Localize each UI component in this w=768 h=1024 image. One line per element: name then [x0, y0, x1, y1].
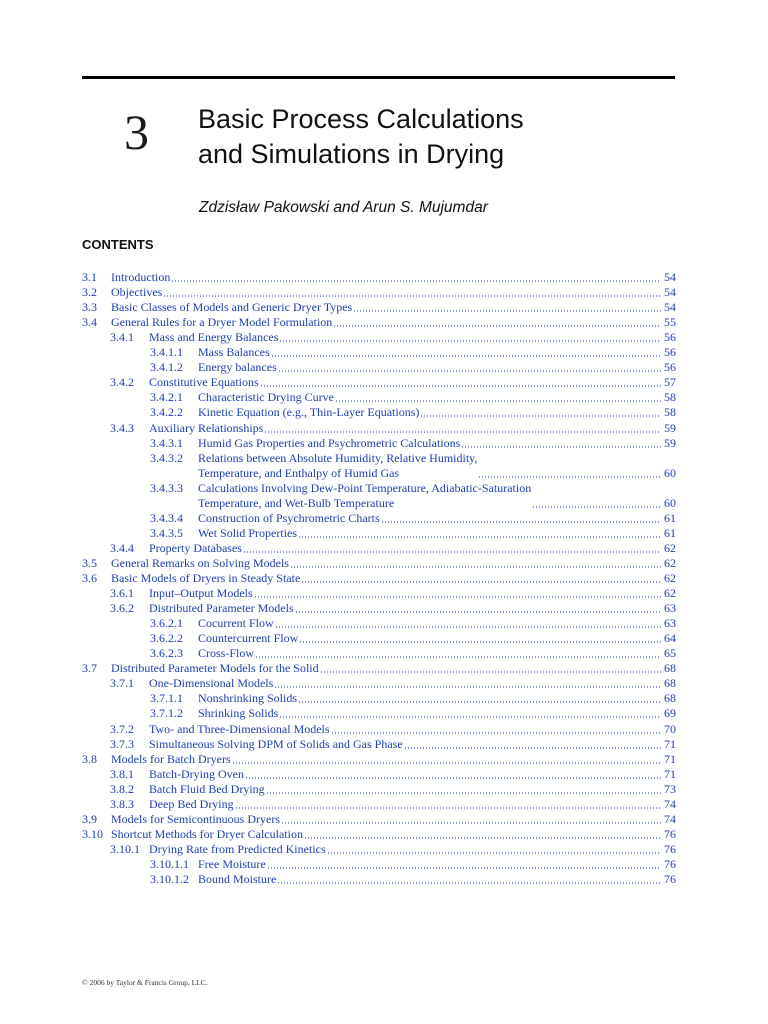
toc-entry-number: 3.4.1.1	[150, 345, 183, 360]
toc-dot-leader	[333, 325, 661, 327]
toc-entry-number: 3.7.3	[110, 736, 134, 751]
toc-entry-title	[149, 541, 242, 556]
toc-entry-number: 3.8.3	[110, 796, 134, 811]
toc-entry[interactable]	[82, 330, 676, 345]
toc-entry[interactable]	[82, 706, 676, 721]
toc-entry-page: 69	[664, 706, 676, 721]
toc-entry-title	[198, 526, 297, 541]
toc-entry-title-line: Temperature, and Wet-Bulb Temperature	[198, 495, 395, 510]
toc-entry-number: 3.4.3.3	[150, 480, 183, 495]
toc-entry-title	[149, 676, 273, 691]
toc-entry-number: 3.6.2.1	[150, 616, 183, 631]
toc-entry-number: 3.7	[82, 661, 97, 676]
toc-entry-title-line: Wet Solid Properties	[198, 525, 298, 540]
toc-entry[interactable]	[82, 782, 676, 797]
toc-entry[interactable]	[82, 752, 676, 767]
toc-entry-number: 3.4.2	[110, 375, 134, 390]
toc-dot-leader	[260, 385, 661, 387]
toc-entry-page: 64	[664, 631, 676, 646]
toc-entry[interactable]	[82, 842, 676, 857]
toc-entry-title	[198, 451, 477, 481]
toc-entry[interactable]	[82, 857, 676, 872]
toc-entry-page: 57	[664, 375, 676, 390]
toc-entry-number: 3.1	[82, 270, 97, 284]
toc-dot-leader	[266, 792, 661, 794]
toc-entry-title-line: Constitutive Equations	[149, 375, 259, 390]
toc-entry-page: 56	[664, 360, 676, 375]
toc-entry-number: 3.10.1.2	[150, 872, 189, 886]
toc-dot-leader	[275, 626, 661, 628]
toc-entry-title	[149, 330, 278, 345]
toc-dot-leader	[279, 716, 661, 718]
toc-entry[interactable]	[82, 511, 676, 526]
toc-dot-leader	[331, 732, 661, 734]
toc-dot-leader	[264, 431, 661, 433]
toc-entry-title	[111, 556, 289, 571]
toc-entry-page: 62	[664, 540, 676, 555]
toc-entry[interactable]	[82, 345, 676, 360]
toc-entry-title-line: Deep Bed Drying	[149, 796, 234, 811]
toc-entry-number: 3.6.2	[110, 601, 134, 616]
toc-entry-title	[149, 842, 326, 857]
toc-entry[interactable]	[82, 285, 676, 300]
toc-entry-number: 3.6.2.2	[150, 631, 183, 646]
toc-entry-title-line: Models for Semicontinuous Dryers	[111, 811, 280, 826]
toc-entry-title-line: Basic Models of Dryers in Steady State	[111, 571, 301, 585]
toc-entry[interactable]	[82, 421, 676, 436]
toc-entry-page: 71	[664, 736, 676, 751]
toc-dot-leader	[404, 747, 661, 749]
toc-entry-title-line: Input–Output Models	[149, 586, 253, 601]
toc-entry-title	[198, 857, 266, 872]
toc-entry-title	[198, 511, 380, 526]
chapter-title-line-2: and Simulations in Drying	[198, 139, 505, 169]
toc-entry[interactable]	[82, 827, 676, 842]
toc-entry[interactable]	[82, 872, 676, 887]
toc-entry[interactable]	[82, 571, 676, 586]
toc-entry[interactable]	[82, 661, 676, 676]
toc-entry-title	[111, 661, 319, 676]
toc-entry-title-line: Two- and Three-Dimensional Models	[149, 721, 330, 736]
toc-entry-page: 58	[664, 405, 676, 420]
toc-entry-title-line: One-Dimensional Models	[149, 676, 274, 691]
toc-dot-leader	[301, 581, 661, 583]
toc-entry-title-line: Kinetic Equation (e.g., Thin-Layer Equations)	[198, 405, 420, 420]
toc-entry[interactable]	[82, 601, 676, 616]
toc-dot-leader	[381, 521, 661, 523]
toc-entry[interactable]	[82, 767, 676, 782]
toc-entry-page: 62	[664, 555, 676, 570]
toc-dot-leader	[298, 701, 661, 703]
toc-entry-title-line: Introduction	[111, 270, 171, 284]
contents-heading: CONTENTS	[82, 237, 154, 252]
toc-entry-title-line: Mass Balances	[198, 345, 270, 360]
toc-entry-number: 3.5	[82, 555, 97, 570]
toc-entry-title-line: General Remarks on Solving Models	[111, 555, 289, 570]
toc-entry-number: 3.6.1	[110, 586, 134, 601]
toc-entry-title-line: Nonshrinking Solids	[198, 691, 298, 706]
toc-entry[interactable]	[82, 616, 676, 631]
toc-entry-title-line: Mass and Energy Balances	[149, 330, 279, 345]
toc-entry-number: 3.4	[82, 315, 97, 330]
toc-entry-number: 3.4.4	[110, 540, 134, 555]
toc-entry-title-line: Countercurrent Flow	[198, 631, 299, 646]
toc-entry-title-line: Free Moisture	[198, 856, 266, 871]
toc-dot-leader	[232, 762, 661, 764]
toc-entry[interactable]	[82, 541, 676, 556]
toc-entry-number: 3.2	[82, 285, 97, 300]
toc-entry-number: 3.3	[82, 300, 97, 315]
toc-entry-page: 54	[664, 300, 676, 315]
toc-entry[interactable]	[82, 631, 676, 646]
toc-entry-title-line: Drying Rate from Predicted Kinetics	[149, 841, 326, 856]
toc-entry[interactable]	[82, 481, 676, 511]
toc-entry-number: 3.4.2.1	[150, 390, 183, 405]
toc-entry-title	[111, 752, 231, 767]
toc-entry[interactable]	[82, 360, 676, 375]
toc-entry-page: 70	[664, 721, 676, 736]
toc-entry-number: 3.8.2	[110, 781, 134, 796]
toc-entry-page: 60	[664, 495, 676, 510]
toc-entry[interactable]	[82, 451, 676, 481]
toc-entry-title	[111, 571, 300, 586]
toc-entry-page: 59	[664, 435, 676, 450]
toc-entry-number: 3.7.2	[110, 721, 134, 736]
toc-entry-number: 3.10.1.1	[150, 856, 189, 871]
toc-entry-page: 71	[664, 751, 676, 766]
toc-dot-leader	[304, 837, 661, 839]
toc-entry-page: 55	[664, 315, 676, 330]
toc-entry-title	[149, 722, 330, 737]
toc-entry-title-line: Basic Classes of Models and Generic Dryer Types	[111, 300, 353, 315]
toc-entry-number: 3.7.1	[110, 676, 134, 691]
toc-entry-title	[149, 737, 403, 752]
toc-entry-title-line: Calculations Involving Dew-Point Temperature, Adiabatic-Saturation	[198, 480, 532, 495]
toc-entry-title	[149, 601, 294, 616]
toc-dot-leader	[254, 596, 661, 598]
toc-entry-number: 3.7.1.2	[150, 706, 183, 721]
toc-entry-title-line: Distributed Parameter Models for the Solid	[111, 661, 319, 676]
toc-entry-title	[111, 285, 162, 300]
toc-entry-title-line: Shrinking Solids	[198, 706, 279, 721]
toc-entry-page: 59	[664, 420, 676, 435]
toc-entry-title	[149, 375, 259, 390]
toc-entry-page: 54	[664, 270, 676, 284]
toc-entry-number: 3.4.1.2	[150, 360, 183, 375]
toc-entry-title	[198, 646, 254, 661]
toc-dot-leader	[279, 340, 661, 342]
toc-entry-title-line: Relations between Absolute Humidity, Relative Humidity,	[198, 450, 478, 465]
toc-entry-title	[149, 797, 234, 812]
toc-entry-title-line: Bound Moisture	[198, 872, 277, 886]
toc-dot-leader	[163, 295, 661, 297]
toc-entry-page: 76	[664, 856, 676, 871]
toc-dot-leader	[243, 551, 661, 553]
toc-entry-page: 58	[664, 390, 676, 405]
toc-entry-number: 3.4.3.5	[150, 525, 183, 540]
toc-entry-title	[111, 827, 303, 842]
toc-entry-title	[198, 481, 531, 511]
toc-entry-title	[198, 706, 278, 721]
toc-entry[interactable]	[82, 405, 676, 420]
toc-entry-number: 3.4.2.2	[150, 405, 183, 420]
toc-entry-title	[149, 421, 263, 436]
toc-entry-page: 76	[664, 841, 676, 856]
toc-entry-number: 3.7.1.1	[150, 691, 183, 706]
toc-entry-title-line: Shortcut Methods for Dryer Calculation	[111, 826, 303, 841]
toc-entry-number: 3.4.3.1	[150, 435, 183, 450]
toc-entry-title	[198, 691, 297, 706]
toc-entry-page: 68	[664, 676, 676, 691]
toc-dot-leader	[278, 370, 661, 372]
toc-entry-page: 60	[664, 465, 676, 480]
chapter-number: 3	[124, 104, 149, 160]
toc-entry-number: 3.4.3.2	[150, 450, 183, 465]
toc-entry-number: 3.8.1	[110, 766, 134, 781]
toc-entry-title	[198, 360, 277, 375]
toc-entry-number: 3.8	[82, 751, 97, 766]
toc-entry-title-line: Temperature, and Enthalpy of Humid Gas	[198, 465, 400, 480]
toc-entry-number: 3.4.1	[110, 330, 134, 345]
toc-entry-title	[111, 270, 170, 285]
toc-dot-leader	[299, 641, 661, 643]
toc-dot-leader	[277, 882, 661, 884]
toc-entry-title	[198, 616, 274, 631]
toc-entry-page: 73	[664, 781, 676, 796]
toc-entry-title	[198, 872, 276, 887]
toc-entry-title	[198, 631, 298, 646]
top-rule	[82, 76, 675, 79]
toc-dot-leader	[295, 611, 661, 613]
toc-entry-number: 3.4.3.4	[150, 510, 183, 525]
toc-entry-title	[111, 812, 280, 827]
toc-entry-title-line: Batch Fluid Bed Drying	[149, 781, 265, 796]
toc-dot-leader	[461, 446, 661, 448]
toc-entry-title	[111, 315, 332, 330]
toc-entry-title	[111, 300, 352, 315]
toc-dot-leader	[274, 686, 661, 688]
toc-dot-leader	[267, 867, 661, 869]
toc-entry-page: 74	[664, 796, 676, 811]
toc-entry-page: 61	[664, 510, 676, 525]
toc-entry-title-line: Property Databases	[149, 540, 242, 555]
toc-entry-title	[198, 436, 460, 451]
toc-dot-leader	[478, 476, 661, 478]
toc-entry-title-line: Cross-Flow	[198, 646, 255, 661]
toc-entry-page: 63	[664, 616, 676, 631]
toc-entry-title-line: Construction of Psychrometric Charts	[198, 510, 380, 525]
toc-entry[interactable]	[82, 270, 676, 285]
toc-entry-title	[198, 390, 334, 405]
toc-entry[interactable]	[82, 315, 676, 330]
toc-entry-number: 3.10.1	[110, 841, 140, 856]
chapter-title	[198, 102, 524, 172]
toc-entry[interactable]	[82, 436, 676, 451]
toc-entry-page: 54	[664, 285, 676, 300]
toc-entry-number: 3.10	[82, 826, 103, 841]
toc-entry-title	[198, 405, 419, 420]
toc-entry[interactable]	[82, 390, 676, 405]
toc-entry-title-line: General Rules for a Dryer Model Formulation	[111, 315, 333, 330]
toc-entry-page: 62	[664, 571, 676, 585]
toc-entry[interactable]	[82, 691, 676, 706]
toc-entry-title-line: Cocurrent Flow	[198, 616, 274, 631]
toc-entry-title-line: Characteristic Drying Curve	[198, 390, 334, 405]
toc-entry[interactable]	[82, 812, 676, 827]
toc-dot-leader	[281, 822, 661, 824]
toc-entry-title-line: Auxiliary Relationships	[149, 420, 264, 435]
toc-entry-number: 3.6	[82, 571, 97, 585]
toc-entry-title	[198, 345, 270, 360]
toc-entry[interactable]	[82, 526, 676, 541]
toc-entry-title-line: Simultaneous Solving DPM of Solids and Gas Phase	[149, 736, 403, 751]
toc-dot-leader	[290, 566, 661, 568]
toc-entry-page: 63	[664, 601, 676, 616]
toc-entry-title	[149, 767, 244, 782]
toc-entry-title	[149, 586, 253, 601]
toc-dot-leader	[271, 355, 661, 357]
toc-dot-leader	[335, 400, 661, 402]
toc-entry-number: 3.6.2.3	[150, 646, 183, 661]
chapter-authors: Zdzisław Pakowski and Arun S. Mujumdar	[199, 199, 488, 216]
toc-entry-title-line: Humid Gas Properties and Psychrometric Calculations	[198, 435, 461, 450]
toc-entry-page: 61	[664, 525, 676, 540]
toc-entry-page: 71	[664, 766, 676, 781]
toc-entry-page: 76	[664, 872, 676, 886]
toc-entry-page: 62	[664, 586, 676, 601]
toc-entry-title-line: Distributed Parameter Models	[149, 601, 294, 616]
toc-entry-title-line: Models for Batch Dryers	[111, 751, 231, 766]
toc-entry[interactable]	[82, 300, 676, 315]
toc-dot-leader	[298, 536, 661, 538]
toc-dot-leader	[171, 280, 661, 282]
toc-dot-leader	[327, 852, 661, 854]
toc-entry[interactable]	[82, 722, 676, 737]
toc-entry[interactable]	[82, 797, 676, 812]
toc-entry[interactable]	[82, 586, 676, 601]
toc-dot-leader	[320, 671, 661, 673]
toc-dot-leader	[353, 310, 661, 312]
toc-dot-leader	[235, 807, 661, 809]
toc-entry-page: 76	[664, 826, 676, 841]
toc-entry-title	[149, 782, 265, 797]
toc-dot-leader	[420, 415, 661, 417]
toc-entry-title-line: Batch-Drying Oven	[149, 766, 244, 781]
toc-dot-leader	[255, 656, 661, 658]
toc-dot-leader	[245, 777, 661, 779]
toc-entry-page: 65	[664, 646, 676, 661]
toc-entry-page: 56	[664, 330, 676, 345]
toc-entry[interactable]	[82, 375, 676, 390]
toc-entry-page: 68	[664, 661, 676, 676]
toc-dot-leader	[532, 506, 661, 508]
toc-entry-page: 74	[664, 811, 676, 826]
toc-entry[interactable]	[82, 676, 676, 691]
toc-entry[interactable]	[82, 737, 676, 752]
toc-entry-number: 3.4.3	[110, 420, 134, 435]
chapter-title-line-1: Basic Process Calculations	[198, 104, 524, 134]
copyright-footer: © 2006 by Taylor & Francis Group, LLC.	[82, 978, 208, 987]
toc-entry[interactable]	[82, 646, 676, 661]
toc-entry-page: 56	[664, 345, 676, 360]
toc-entry-number: 3.9	[82, 811, 97, 826]
toc-entry[interactable]	[82, 556, 676, 571]
toc-entry-title-line: Energy balances	[198, 360, 277, 375]
toc-entry-page: 68	[664, 691, 676, 706]
toc-entry-title-line: Objectives	[111, 285, 163, 300]
